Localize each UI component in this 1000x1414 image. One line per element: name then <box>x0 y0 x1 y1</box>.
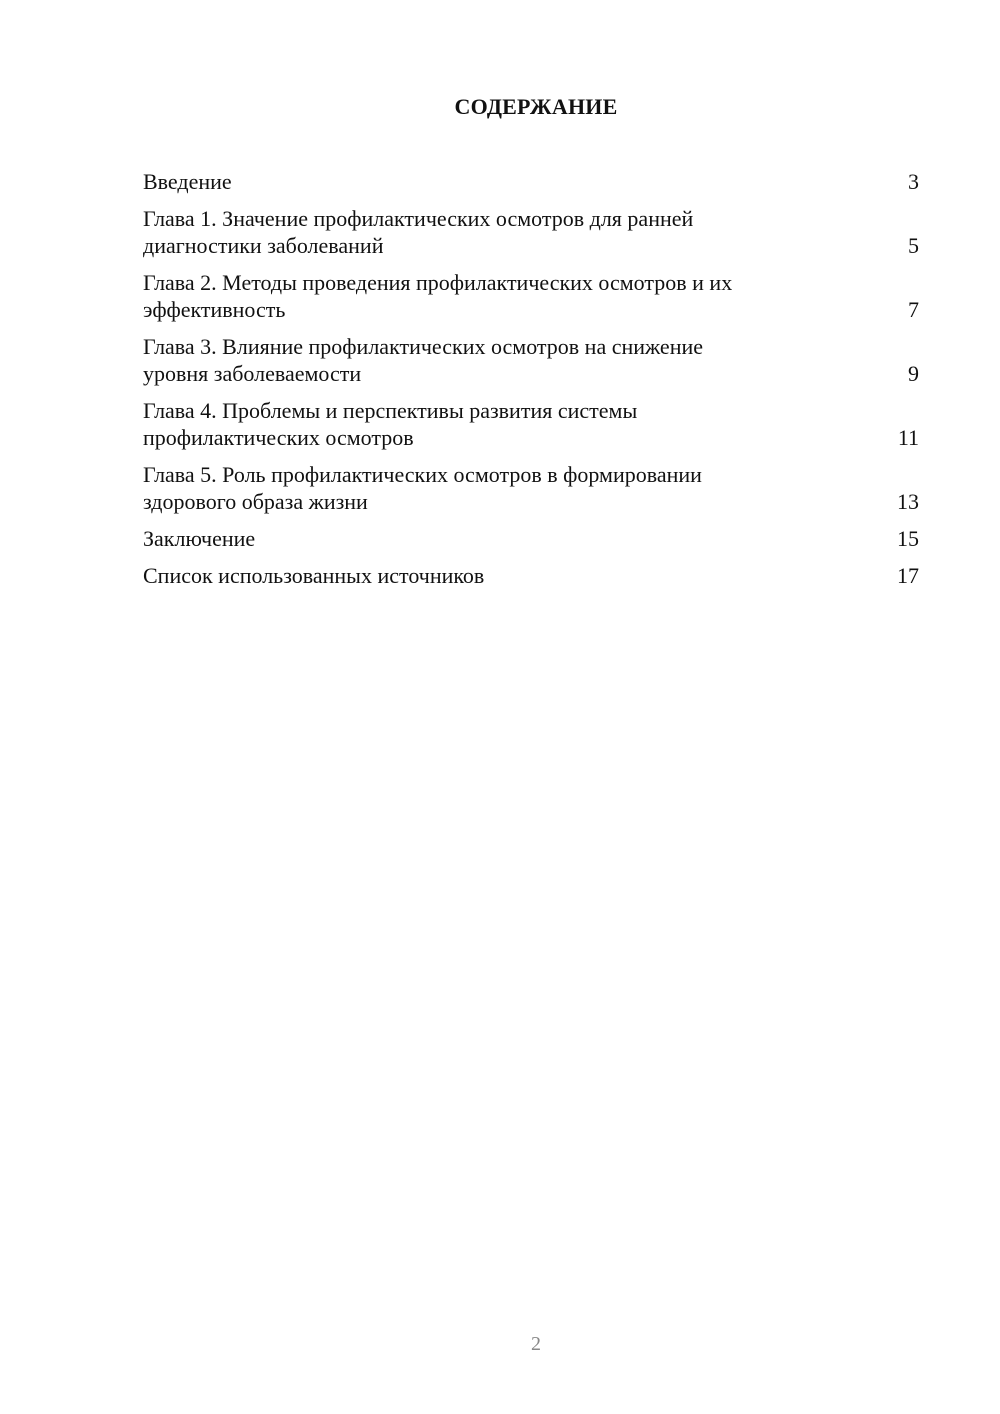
toc-entry-page-number: 13 <box>897 489 919 514</box>
toc-entry-title-line: здорового образа жизни <box>143 489 368 514</box>
toc-entry-title-line: Введение <box>143 169 232 194</box>
table-of-contents <box>143 168 919 599</box>
toc-entry-title-line: Заключение <box>143 526 256 551</box>
toc-entry-title-line: профилактических осмотров <box>143 425 414 450</box>
toc-entry-introduction <box>143 168 919 195</box>
toc-entry-title <box>143 525 255 552</box>
toc-entry-page-number: 11 <box>897 425 919 450</box>
toc-entry-page-number: 7 <box>908 297 919 322</box>
toc-entry-chapter-1 <box>143 205 919 259</box>
toc-entry-references <box>143 562 919 589</box>
toc-entry-page-number: 17 <box>897 563 919 588</box>
page-number: 2 <box>531 1333 541 1355</box>
toc-entry-chapter-3 <box>143 333 919 387</box>
toc-entry-title <box>143 168 232 195</box>
toc-entry-title-line: Глава 2. Методы проведения профилактических осмотров и их <box>143 270 733 295</box>
toc-entry-chapter-5 <box>143 461 919 515</box>
toc-entry-title-line: Глава 1. Значение профилактических осмотров для ранней <box>143 206 694 231</box>
toc-entry-title <box>143 461 702 515</box>
toc-entry-chapter-2 <box>143 269 919 323</box>
page-title: СОДЕРЖАНИЕ <box>454 94 618 119</box>
toc-entry-title <box>143 269 732 323</box>
toc-entry-page-number: 15 <box>897 526 919 551</box>
toc-entry-title-line: уровня заболеваемости <box>143 361 362 386</box>
toc-entry-title-line: Глава 3. Влияние профилактических осмотров на снижение <box>143 334 704 359</box>
toc-entry-title <box>143 333 703 387</box>
toc-entry-title <box>143 205 693 259</box>
toc-entry-title <box>143 397 637 451</box>
toc-entry-page-number: 9 <box>908 361 919 386</box>
toc-entry-title-line: Список использованных источников <box>143 563 485 588</box>
toc-entry-title-line: диагностики заболеваний <box>143 233 384 258</box>
toc-entry-title <box>143 562 484 589</box>
toc-entry-page-number: 5 <box>908 233 919 258</box>
toc-entry-conclusion <box>143 525 919 552</box>
toc-entry-title-line: эффективность <box>143 297 286 322</box>
toc-entry-page-number: 3 <box>908 169 919 194</box>
toc-entry-chapter-4 <box>143 397 919 451</box>
toc-entry-title-line: Глава 5. Роль профилактических осмотров в формировании <box>143 462 702 487</box>
toc-entry-title-line: Глава 4. Проблемы и перспективы развития системы <box>143 398 638 423</box>
